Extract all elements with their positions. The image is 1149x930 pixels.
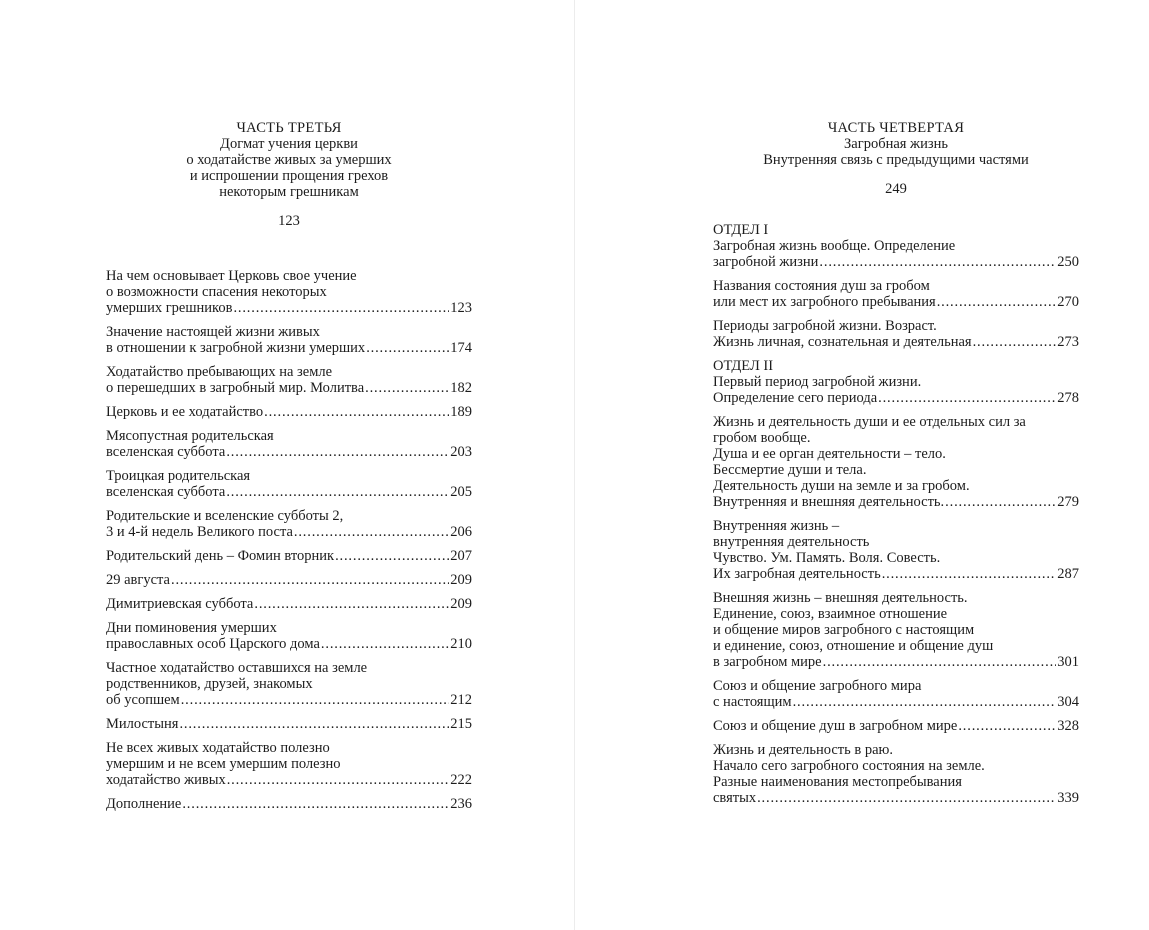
toc-page-number: 203 <box>450 444 472 460</box>
toc-page-number: 189 <box>450 404 472 420</box>
dot-leader <box>882 566 1057 582</box>
toc-list <box>713 222 1079 806</box>
toc-entry-last-line <box>713 334 1079 350</box>
toc-entry-line: Родительские и вселенские субботы 2, <box>106 508 344 524</box>
toc-entry-line: Начало сего загробного состояния на земле. <box>713 758 985 774</box>
toc-entry-text: Димитриевская суббота <box>106 596 254 612</box>
toc-page-number: 236 <box>450 796 472 812</box>
toc-entry-line: Единение, союз, взаимное отношение <box>713 606 948 622</box>
toc-entry-text: Дополнение <box>106 796 182 812</box>
toc-entry-text: вселенская суббота <box>106 484 226 500</box>
toc-entry-last-line <box>106 484 472 500</box>
toc-entry-line: На чем основывает Церковь свое учение <box>106 268 357 284</box>
toc-entry-last-line <box>106 380 472 396</box>
toc-page-number: 174 <box>450 340 472 356</box>
toc-entry-last-line <box>713 494 1079 510</box>
toc-entry-line: Ходатайство пребывающих на земле <box>106 364 333 380</box>
toc-entry-last-line <box>106 444 472 460</box>
dot-leader <box>226 484 449 500</box>
toc-page-number: 250 <box>1057 254 1079 270</box>
toc-entry-line: Душа и ее орган деятельности – тело. <box>713 446 946 462</box>
toc-entry <box>713 742 1079 806</box>
dot-leader <box>335 548 449 564</box>
toc-entry-last-line <box>106 548 472 564</box>
section-label: ОТДЕЛ I <box>713 222 769 238</box>
toc-entry-text: загробной жизни <box>713 254 819 270</box>
toc-entry-line: родственников, друзей, знакомых <box>106 676 313 692</box>
toc-entry-line: Загробная жизнь вообще. Определение <box>713 238 956 254</box>
toc-page-number: 205 <box>450 484 472 500</box>
toc-entry-last-line <box>713 654 1079 670</box>
toc-entry-text: вселенская суббота <box>106 444 226 460</box>
toc-entry-last-line <box>106 340 472 356</box>
toc-entry <box>713 678 1079 710</box>
toc-entry-text: в отношении к загробной жизни умерших <box>106 340 366 356</box>
toc-page-number: 209 <box>450 572 472 588</box>
toc-page-number: 273 <box>1057 334 1079 350</box>
toc-page-number: 210 <box>450 636 472 652</box>
dot-leader <box>181 692 450 708</box>
toc-entry-text: святых <box>713 790 757 806</box>
dot-leader <box>958 718 1056 734</box>
toc-entry <box>106 660 472 708</box>
toc-page-number: 328 <box>1057 718 1079 734</box>
toc-entry <box>106 508 472 540</box>
toc-page-number: 182 <box>450 380 472 396</box>
toc-entry <box>713 238 1079 270</box>
toc-entry-last-line <box>713 790 1079 806</box>
toc-entry <box>106 364 472 396</box>
toc-page-number: 301 <box>1057 654 1079 670</box>
toc-entry-last-line <box>106 796 472 812</box>
toc-entry <box>106 268 472 316</box>
toc-list <box>106 268 472 812</box>
toc-entry-line: Деятельность души на земле и за гробом. <box>713 478 970 494</box>
toc-page-number: 206 <box>450 524 472 540</box>
toc-entry-text: Церковь и ее ходатайство <box>106 404 264 420</box>
page-gutter <box>574 0 575 930</box>
toc-entry <box>106 324 472 356</box>
toc-entry-last-line <box>713 294 1079 310</box>
toc-entry <box>713 718 1079 734</box>
toc-entry-line: Дни поминовения умерших <box>106 620 277 636</box>
part-title: ЧАСТЬ ЧЕТВЕРТАЯ <box>827 120 965 136</box>
toc-entry-last-line <box>106 636 472 652</box>
toc-entry <box>106 404 472 420</box>
dot-leader <box>179 716 449 732</box>
toc-entry <box>713 590 1079 670</box>
toc-entry-text: об усопшем <box>106 692 180 708</box>
toc-entry <box>106 468 472 500</box>
toc-entry-last-line <box>106 772 472 788</box>
toc-entry-line: Бессмертие души и тела. <box>713 462 867 478</box>
toc-page-number: 287 <box>1057 566 1079 582</box>
dot-leader <box>264 404 449 420</box>
toc-entry-last-line <box>106 716 472 732</box>
toc-entry <box>106 796 472 812</box>
toc-entry-text: православных особ Царского дома <box>106 636 320 652</box>
toc-entry-text: Милостыня <box>106 716 179 732</box>
toc-entry-text: ходатайство живых <box>106 772 226 788</box>
toc-entry-text: 3 и 4-й недель Великого поста <box>106 524 293 540</box>
dot-leader <box>227 772 450 788</box>
dot-leader <box>945 494 1056 510</box>
toc-entry-text: Жизнь личная, сознательная и деятельная <box>713 334 972 350</box>
toc-entry-last-line <box>106 572 472 588</box>
toc-entry-line: Названия состояния душ за гробом <box>713 278 930 294</box>
dot-leader <box>294 524 449 540</box>
toc-entry-line: Жизнь и деятельность души и ее отдельных сил за <box>713 414 1026 430</box>
toc-entry-line: и общение миров загробного с настоящим <box>713 622 975 638</box>
dot-leader <box>757 790 1056 806</box>
toc-page-number: 207 <box>450 548 472 564</box>
part-subtitle-line: некоторым грешникам <box>219 184 359 200</box>
toc-page-number: 222 <box>450 772 472 788</box>
toc-entry-line: Периоды загробной жизни. Возраст. <box>713 318 937 334</box>
toc-entry-last-line <box>106 404 472 420</box>
toc-entry-line: Разные наименования местопребывания <box>713 774 962 790</box>
toc-page-number: 279 <box>1057 494 1079 510</box>
toc-entry-line: Внешняя жизнь – внешняя деятельность. <box>713 590 968 606</box>
toc-entry-line: умершим и не всем умершим полезно <box>106 756 341 772</box>
toc-page-number: 123 <box>450 300 472 316</box>
toc-entry-line: Мясопустная родительская <box>106 428 274 444</box>
toc-entry-line: Не всех живых ходатайство полезно <box>106 740 330 756</box>
toc-page-number: 278 <box>1057 390 1079 406</box>
toc-entry-last-line <box>106 524 472 540</box>
toc-entry-text: Их загробная деятельность <box>713 566 881 582</box>
toc-entry-last-line <box>713 390 1079 406</box>
toc-entry-text: 29 августа <box>106 572 170 588</box>
toc-entry-text: Союз и общение душ в загробном мире <box>713 718 958 734</box>
part-subtitle-line: о ходатайстве живых за умерших <box>186 152 392 168</box>
toc-entry-line: о возможности спасения некоторых <box>106 284 327 300</box>
part-subtitle-line: Догмат учения церкви <box>220 136 358 152</box>
left-page <box>106 120 472 820</box>
toc-entry-line: Частное ходатайство оставшихся на земле <box>106 660 368 676</box>
toc-entry-text: умерших грешников <box>106 300 233 316</box>
toc-entry-line: Троицкая родительская <box>106 468 251 484</box>
toc-entry-text: с настоящим <box>713 694 792 710</box>
toc-entry-last-line <box>106 692 472 708</box>
toc-entry <box>106 716 472 732</box>
toc-entry <box>713 414 1079 510</box>
toc-page-number: 215 <box>450 716 472 732</box>
dot-leader <box>365 380 449 396</box>
section-label: ОТДЕЛ II <box>713 358 774 374</box>
toc-entry <box>713 278 1079 310</box>
toc-entry-text: Определение сего периода <box>713 390 878 406</box>
dot-leader <box>878 390 1056 406</box>
dot-leader <box>233 300 449 316</box>
toc-entry-text: Родительский день – Фомин вторник <box>106 548 335 564</box>
dot-leader <box>321 636 449 652</box>
dot-leader <box>182 796 449 812</box>
toc-entry-text: о перешедших в загробный мир. Молитва <box>106 380 365 396</box>
part-subtitle-line: Загробная жизнь <box>844 136 948 152</box>
toc-entry-line: Союз и общение загробного мира <box>713 678 922 694</box>
dot-leader <box>793 694 1057 710</box>
toc-page-number: 270 <box>1057 294 1079 310</box>
toc-entry-line: Жизнь и деятельность в раю. <box>713 742 893 758</box>
toc-entry-text: в загробном мире <box>713 654 822 670</box>
toc-entry-line: Внутренняя жизнь – <box>713 518 840 534</box>
toc-entry <box>106 596 472 612</box>
part-four-heading <box>713 120 1079 168</box>
toc-entry-text: или мест их загробного пребывания <box>713 294 936 310</box>
toc-entry <box>713 518 1079 582</box>
toc-entry <box>106 740 472 788</box>
toc-entry-line: гробом вообще. <box>713 430 811 446</box>
dot-leader <box>937 294 1057 310</box>
part-page-number: 249 <box>885 181 907 197</box>
toc-entry <box>713 318 1079 350</box>
toc-entry-text: Внутренняя и внешняя деятельность. <box>713 494 945 510</box>
dot-leader <box>823 654 1057 670</box>
dot-leader <box>819 254 1056 270</box>
toc-page-number: 339 <box>1057 790 1079 806</box>
toc-page-number: 212 <box>450 692 472 708</box>
toc-entry <box>106 572 472 588</box>
toc-entry-line: и единение, союз, отношение и общение душ <box>713 638 994 654</box>
toc-entry-last-line <box>106 300 472 316</box>
toc-entry <box>106 548 472 564</box>
right-page <box>713 120 1079 814</box>
dot-leader <box>254 596 449 612</box>
dot-leader <box>973 334 1057 350</box>
toc-page-number: 209 <box>450 596 472 612</box>
toc-entry-last-line <box>713 566 1079 582</box>
toc-entry-line: Первый период загробной жизни. <box>713 374 922 390</box>
part-subtitle-line: и испрошении прощения грехов <box>189 168 389 184</box>
part-page-number: 123 <box>278 213 300 229</box>
part-subtitle-line: Внутренняя связь с предыдущими частями <box>763 152 1029 168</box>
dot-leader <box>226 444 449 460</box>
toc-entry <box>106 428 472 460</box>
dot-leader <box>366 340 449 356</box>
toc-entry-line: Значение настоящей жизни живых <box>106 324 320 340</box>
dot-leader <box>171 572 449 588</box>
toc-entry <box>106 620 472 652</box>
part-title: ЧАСТЬ ТРЕТЬЯ <box>236 120 342 136</box>
toc-entry-last-line <box>106 596 472 612</box>
toc-entry-last-line <box>713 694 1079 710</box>
toc-entry-last-line <box>713 718 1079 734</box>
part-three-heading <box>106 120 472 200</box>
toc-entry-line: внутренняя деятельность <box>713 534 870 550</box>
toc-page-number: 304 <box>1057 694 1079 710</box>
toc-entry-last-line <box>713 254 1079 270</box>
toc-entry <box>713 374 1079 406</box>
toc-entry-line: Чувство. Ум. Память. Воля. Совесть. <box>713 550 941 566</box>
